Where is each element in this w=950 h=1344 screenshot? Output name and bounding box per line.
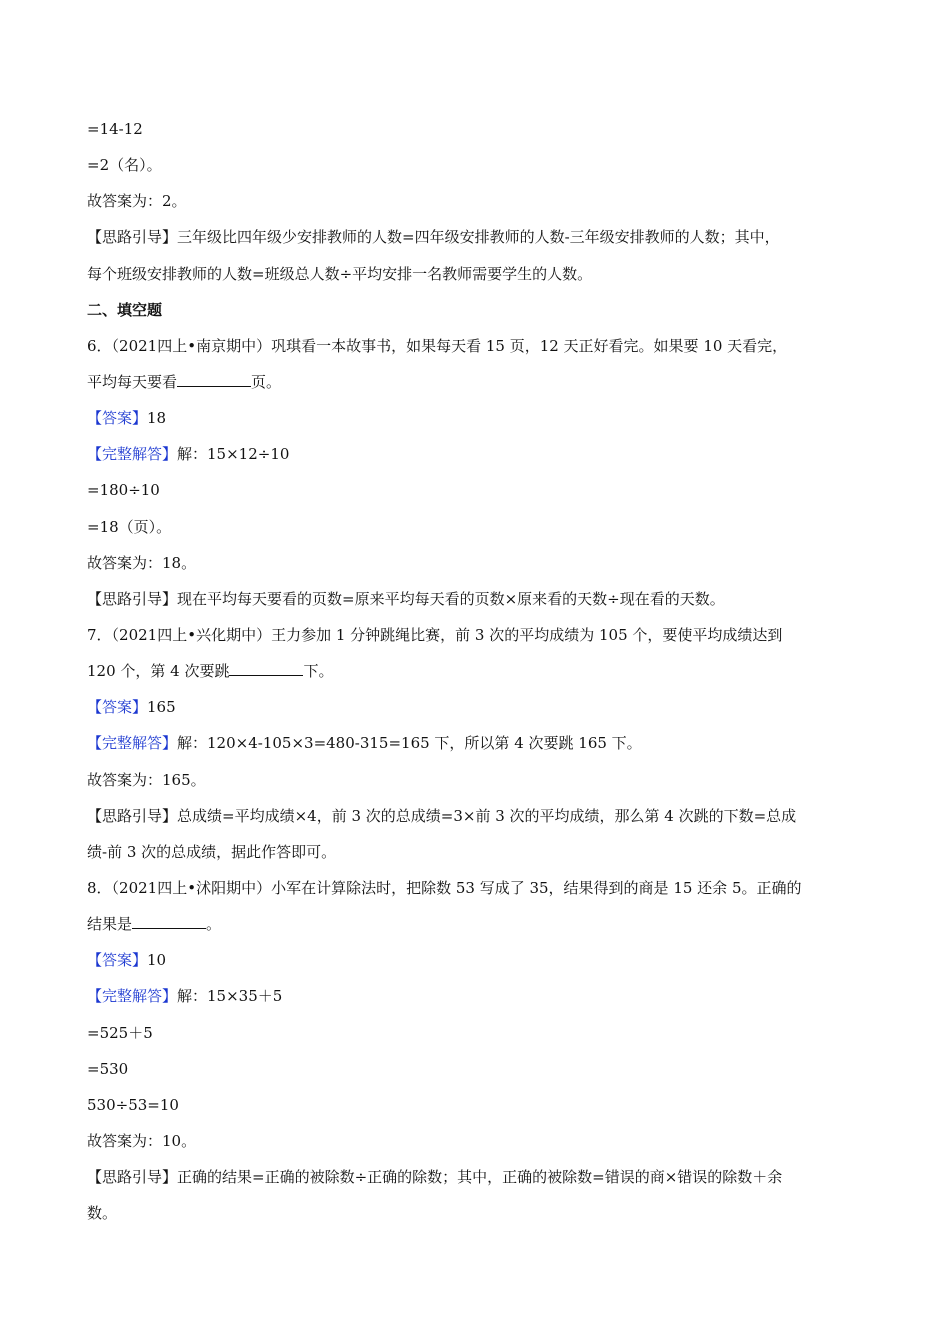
text: 结果是 [87,915,133,934]
solution-text: 解：15×12÷10 [177,445,290,464]
answer-line [87,400,877,436]
hint-label: 【思路引导】 [87,1168,178,1187]
question-6-line2 [87,364,877,400]
answer-value: 165 [147,698,176,717]
calc-line: =530 [87,1059,129,1078]
solution-label: 【完整解答】 [87,987,178,1006]
text: 平均每天要看 [87,372,178,391]
solution-text: 解：15×35＋5 [177,987,283,1006]
hint-text: 总成绩=平均成绩×4，前 3 次的总成绩=3×前 3 次的平均成绩，那么第 4 次跳的下数=总成 [177,806,797,825]
answer-label: 【答案】 [87,698,148,717]
solution-text: 解：120×4-105×3=480-315=165 下，所以第 4 次要跳 165 下。 [177,734,642,753]
text: 页。 [251,372,282,391]
hint-line [87,798,877,834]
question-7: 7．（2021四上•兴化期中）王力参加 1 分钟跳绳比赛，前 3 次的平均成绩为 105 个，要使平均成绩达到 [87,625,783,644]
answer-value: 18 [147,409,167,428]
solution-label: 【完整解答】 [87,445,178,464]
final-answer: 故答案为：18。 [87,553,197,572]
final-answer: 故答案为：165。 [87,770,206,789]
calc-line: =525＋5 [87,1023,153,1042]
solution-line [87,978,877,1014]
solution-line [87,725,877,761]
hint-line [87,1159,877,1195]
question-8-line2 [87,906,877,942]
hint-line: 绩-前 3 次的总成绩，据此作答即可。 [87,842,337,861]
answer-line [87,689,877,725]
answer-value: 10 [147,951,167,970]
question-6: 6．（2021四上•南京期中）巩琪看一本故事书，如果每天看 15 页，12 天正好看完。如果要 10 天看完， [87,336,788,355]
hint-line [87,219,877,255]
hint-text: 正确的结果=正确的被除数÷正确的除数；其中，正确的被除数=错误的商×错误的除数＋余 [177,1168,783,1187]
text: 。 [206,915,222,934]
question-8: 8．（2021四上•沭阳期中）小军在计算除法时，把除数 53 写成了 35，结果得到的商是 15 还余 5。正确的 [87,878,802,897]
solution-line [87,436,877,472]
calc-line: =18（页）。 [87,517,172,536]
answer-blank [132,914,206,929]
final-answer: 故答案为：2。 [87,192,187,211]
hint-line: 每个班级安排教师的人数=班级总人数÷平均安排一名教师需要学生的人数。 [87,264,593,283]
hint-text: 现在平均每天要看的页数=原来平均每天看的页数×原来看的天数÷现在看的天数。 [177,589,725,608]
calc-line: 530÷53=10 [87,1095,179,1114]
answer-blank [229,661,303,676]
hint-label: 【思路引导】 [87,589,178,608]
solution-label: 【完整解答】 [87,734,178,753]
text: 下。 [303,662,334,681]
answer-line [87,942,877,978]
hint-line [87,581,877,617]
answer-label: 【答案】 [87,951,148,970]
answer-blank [177,372,251,387]
calc-line: =180÷10 [87,481,160,500]
answer-label: 【答案】 [87,409,148,428]
hint-text: 三年级比四年级少安排教师的人数=四年级安排教师的人数-三年级安排教师的人数；其中， [177,228,780,247]
calc-line: =14-12 [87,120,143,138]
calc-line: =2（名）。 [87,156,162,175]
hint-line: 数。 [87,1204,118,1223]
document-page [87,111,877,1231]
text: 120 个，第 4 次要跳 [87,662,230,681]
question-7-line2 [87,653,877,689]
hint-label: 【思路引导】 [87,806,178,825]
hint-label: 【思路引导】 [87,228,178,247]
section-title: 二、填空题 [87,300,163,319]
final-answer: 故答案为：10。 [87,1131,197,1150]
